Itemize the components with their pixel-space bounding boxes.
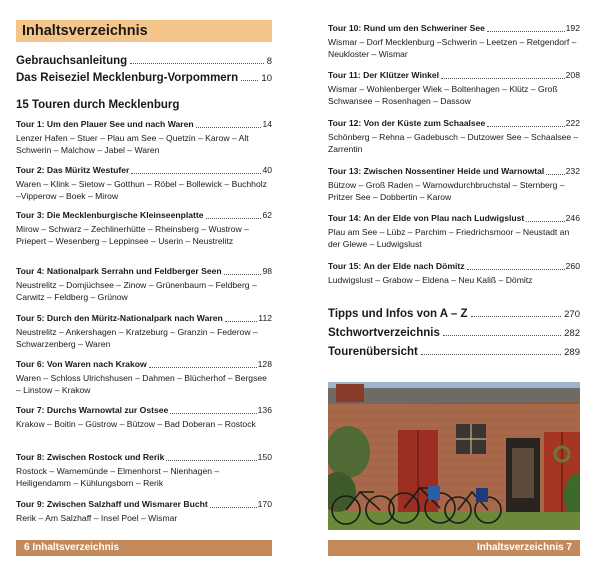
tour-title: Tour 11: Der Klützer Winkel bbox=[328, 70, 440, 80]
tour-entry-4[interactable] bbox=[16, 266, 272, 303]
leader-dots bbox=[526, 213, 564, 222]
tour-route: Neustrelitz – Domjüchsee – Zinow – Grünenbaum – Feldberg – Carwitz – Feldberg – Grünow bbox=[16, 280, 257, 303]
tour-entry-2[interactable] bbox=[16, 165, 272, 202]
tour-entry-15[interactable] bbox=[328, 261, 580, 286]
tour-entry-14[interactable] bbox=[328, 213, 580, 250]
tour-route: Rerik – Am Salzhaff – Insel Poel – Wismar bbox=[16, 513, 178, 523]
tour-route: Rostock – Warnemünde – Elmenhorst – Nienhagen – Heiligendamm – Kühlungsborn – Rerik bbox=[16, 466, 220, 489]
tour-route: Wismar – Dorf Mecklenburg –Schwerin – Leetzen – Retgendorf – Neukloster – Wismar bbox=[328, 37, 577, 60]
tour-title: Tour 15: An der Elde nach Dömitz bbox=[328, 261, 465, 271]
tour-entry-1[interactable] bbox=[16, 119, 272, 156]
leader-dots bbox=[443, 327, 561, 336]
toc-entry-label: Tipps und Infos von A – Z bbox=[328, 308, 468, 320]
tour-route: Waren – Klink – Sietow – Gotthun – Röbel – Bollewick – Buchholz –Vipperow – Boek – Mirow bbox=[16, 179, 267, 202]
leader-dots bbox=[210, 499, 257, 508]
tour-title: Tour 9: Zwischen Salzhaff und Wismarer Bucht bbox=[16, 499, 208, 509]
leader-dots bbox=[149, 359, 257, 368]
tour-page: 98 bbox=[262, 266, 272, 276]
tour-route: Mirow – Schwarz – Zechlinerhütte – Rheinsberg – Wustrow – Priepert – Wesenberg – Leppinsee – Userin – Neustrelitz bbox=[16, 224, 249, 247]
page-title: Inhaltsverzeichnis bbox=[16, 20, 272, 42]
toc-entry-page: 10 bbox=[261, 73, 272, 84]
tour-page: 40 bbox=[262, 165, 272, 175]
toc-entry-tourenuebersicht[interactable] bbox=[328, 346, 580, 358]
leader-dots bbox=[487, 118, 564, 127]
toc-entry-label: Tourenübersicht bbox=[328, 346, 418, 358]
tour-page: 260 bbox=[565, 261, 580, 271]
leader-dots bbox=[225, 313, 258, 322]
toc-entry-gebrauchsanleitung[interactable] bbox=[16, 55, 272, 67]
tour-route: Waren – Schloss Ulrichshusen – Dahmen – Blücherhof – Bergsee – Linstow – Krakow bbox=[16, 373, 267, 396]
tour-page: 150 bbox=[257, 452, 272, 462]
toc-entry-page: 270 bbox=[564, 309, 580, 320]
leader-dots bbox=[130, 55, 264, 64]
bicycles-brick-house-photo bbox=[328, 382, 580, 530]
tour-entry-13[interactable] bbox=[328, 166, 580, 203]
tour-page: 62 bbox=[262, 210, 272, 220]
leader-dots bbox=[546, 166, 564, 175]
tour-page: 246 bbox=[565, 213, 580, 223]
toc-entry-page: 8 bbox=[266, 56, 272, 67]
tour-title: Tour 5: Durch den Müritz-Nationalpark nach Waren bbox=[16, 313, 223, 323]
leader-dots bbox=[487, 23, 565, 32]
tour-entry-3[interactable] bbox=[16, 210, 272, 247]
tour-entry-8[interactable] bbox=[16, 452, 272, 489]
tour-route: Wismar – Wohlenberger Wiek – Boltenhagen – Klütz – Groß Schwansee – Rosenhagen – Dassow bbox=[328, 84, 558, 107]
tour-title: Tour 8: Zwischen Rostock und Rerik bbox=[16, 452, 165, 462]
tour-title: Tour 3: Die Mecklenburgische Kleinseenplatte bbox=[16, 210, 204, 220]
leader-dots bbox=[196, 119, 262, 128]
tour-route: Bützow – Groß Raden – Warnowdurchbruchstal – Sternberg – Pritzer See – Dobbertin – Karow bbox=[328, 180, 565, 203]
tour-page: 112 bbox=[258, 313, 272, 323]
toc-entry-label: Gebrauchsanleitung bbox=[16, 55, 128, 67]
toc-entry-page: 282 bbox=[564, 328, 580, 339]
toc-entry-reiseziel[interactable] bbox=[16, 72, 272, 84]
tours-heading: 15 Touren durch Mecklenburg bbox=[16, 99, 180, 111]
footer-right-bar: Inhaltsverzeichnis 7 bbox=[328, 540, 580, 556]
leader-dots bbox=[166, 452, 256, 461]
tour-title: Tour 2: Das Müritz Westufer bbox=[16, 165, 130, 175]
leader-dots bbox=[441, 70, 565, 79]
tour-title: Tour 10: Rund um den Schweriner See bbox=[328, 23, 485, 33]
tour-route: Plau am See – Lübz – Parchim – Friedrichsmoor – Neustadt an der Glewe – Ludwigslust bbox=[328, 227, 570, 250]
leader-dots bbox=[206, 210, 262, 219]
tour-entry-6[interactable] bbox=[16, 359, 272, 396]
tour-entry-12[interactable] bbox=[328, 118, 580, 155]
tour-entry-9[interactable] bbox=[16, 499, 272, 524]
tour-title: Tour 4: Nationalpark Serrahn und Feldberger Seen bbox=[16, 266, 222, 276]
tour-page: 128 bbox=[257, 359, 272, 369]
tour-route: Ludwigslust – Grabow – Eldena – Neu Kaliß – Dömitz bbox=[328, 275, 533, 285]
tour-page: 170 bbox=[257, 499, 272, 509]
tour-title: Tour 14: An der Elde von Plau nach Ludwigslust bbox=[328, 213, 525, 223]
footer-left-bar: 6 Inhaltsverzeichnis bbox=[16, 540, 272, 556]
toc-entry-label: Das Reiseziel Mecklenburg-Vorpommern bbox=[16, 72, 239, 84]
tour-page: 222 bbox=[565, 118, 580, 128]
leader-dots bbox=[131, 165, 261, 174]
tour-page: 192 bbox=[565, 23, 580, 33]
tour-page: 208 bbox=[565, 70, 580, 80]
tour-route: Schönberg – Rehna – Gadebusch – Dutzower See – Schaalsee – Zarrentin bbox=[328, 132, 579, 155]
leader-dots bbox=[224, 266, 262, 275]
leader-dots bbox=[471, 308, 562, 317]
tour-route: Lenzer Hafen – Stuer – Plau am See – Quetzin – Karow – Alt Schwerin – Malchow – Jabel – Waren bbox=[16, 133, 249, 156]
tour-entry-11[interactable] bbox=[328, 70, 580, 107]
tour-page: 232 bbox=[565, 166, 580, 176]
tour-route: Krakow – Boitin – Güstrow – Bützow – Bad Doberan – Rostock bbox=[16, 419, 256, 429]
left-column bbox=[16, 0, 272, 540]
tour-title: Tour 1: Um den Plauer See und nach Waren bbox=[16, 119, 194, 129]
tour-page: 14 bbox=[262, 119, 272, 129]
toc-entry-stichwortverzeichnis[interactable] bbox=[328, 327, 580, 339]
toc-entry-page: 289 bbox=[564, 347, 580, 358]
tour-entry-10[interactable] bbox=[328, 23, 580, 60]
leader-dots bbox=[241, 72, 258, 81]
leader-dots bbox=[421, 346, 561, 355]
tour-title: Tour 12: Von der Küste zum Schaalsee bbox=[328, 118, 486, 128]
tour-page: 136 bbox=[257, 405, 272, 415]
tour-title: Tour 13: Zwischen Nossentiner Heide und Warnowtal bbox=[328, 166, 545, 176]
toc-entry-tipps[interactable] bbox=[328, 308, 580, 320]
tour-title: Tour 7: Durchs Warnowtal zur Ostsee bbox=[16, 405, 169, 415]
toc-entry-label: Stchwortverzeichnis bbox=[328, 327, 440, 339]
leader-dots bbox=[170, 405, 256, 414]
tour-entry-5[interactable] bbox=[16, 313, 272, 350]
tour-entry-7[interactable] bbox=[16, 405, 272, 430]
tour-route: Neustrelitz – Ankershagen – Kratzeburg – Granzin – Federow – Schwarzenberg – Waren bbox=[16, 327, 258, 350]
tour-title: Tour 6: Von Waren nach Krakow bbox=[16, 359, 147, 369]
leader-dots bbox=[467, 261, 565, 270]
